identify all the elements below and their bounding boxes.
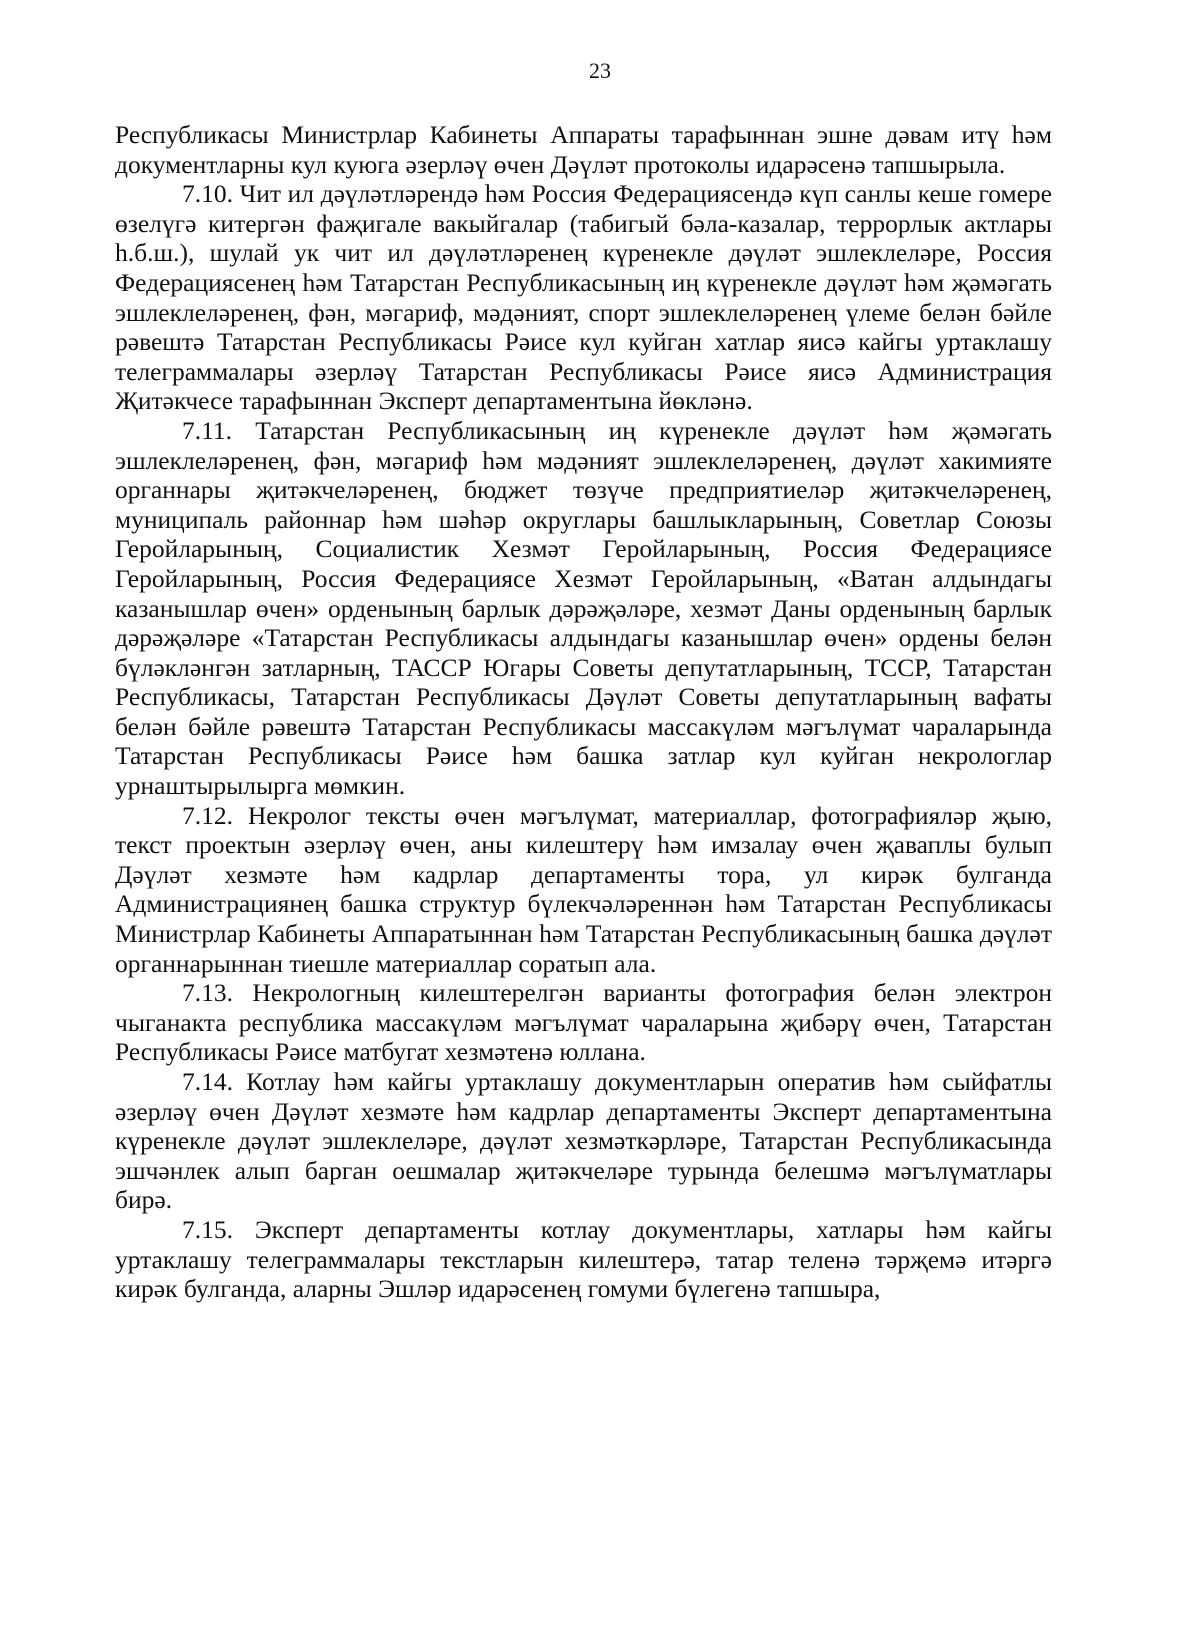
paragraph-continuation: Республикасы Министрлар Кабинеты Аппараты тарафыннан эшне дәвам итү һәм документларны кул куюга әзерләү өчен Дәүләт протоколы идарәсенә тапшырыла. xyxy=(115,120,1052,179)
paragraph-7-15: 7.15. Эксперт департаменты котлау документлары, хатлары һәм кайгы уртаклашу телеграммалары текстларын килештерә, татар теленә тәрҗемә итәргә кирәк булганда, аларны Эшләр идарәсенең гомуми бүлегенә тапшыра, xyxy=(115,1214,1052,1304)
paragraph-7-14: 7.14. Котлау һәм кайгы уртаклашу документларын оператив һәм сыйфатлы әзерләү өчен Дәүләт хезмәте һәм кадрлар департаменты Эксперт департаментына күренекле дәүләт эшлеклеләре, дәүләт хезмәткәрләре, Татарстан Республикасында эшчәнлек алып барган оешмалар җитәкчеләре турында белешмә мәгълүматлары бирә. xyxy=(115,1067,1052,1215)
paragraph-7-13: 7.13. Некрологның килештерелгән варианты фотография белән электрон чыганакта республика массакүләм мәгълүмат чараларына җибәрү өчен, Татарстан Республикасы Рәисе матбугат хезмәтенә юллана. xyxy=(115,978,1052,1067)
paragraph-7-10: 7.10. Чит ил дәүләтләрендә һәм Россия Федерациясендә күп санлы кеше гомере өзелүгә китергән фаҗигале вакыйгалар (табигый бәла-казалар, террорлык актлары һ.б.ш.), шулай ук чит ил дәүләтләренең күренекле дәүләт эшлеклеләре, Россия Федерациясенең һәм Татарстан Республикасының иң күренекле дәүләт һәм җәмәгать эшлеклеләренең, фән, мәгариф, мәдәният, спорт эшлеклеләренең үлеме белән бәйле рәвештә Татарстан Республикасы Рәисе кул куйган хатлар яисә кайгы уртаклашу телеграммалары әзерләү Татарстан Республикасы Рәисе яисә Администрация Җитәкчесе тарафыннан Эксперт департаментына йөкләнә. xyxy=(115,179,1052,416)
paragraph-7-11: 7.11. Татарстан Республикасының иң күренекле дәүләт һәм җәмәгать эшлеклеләренең, фән, мәгариф һәм мәдәният эшлеклеләренең, дәүләт хакимияте органнары җитәкчеләренең, бюджет төзүче предприятиеләр җитәкчеләренең, муниципаль районнар һәм шәһәр округлары башлыкларының, Советлар Союзы Геройларының, Социалистик Хезмәт Геройларының, Россия Федерациясе Геройларының, Россия Федерациясе Хезмәт Геройларының, «Ватан алдындагы казанышлар өчен» орденының барлык дәрәҗәләре, хезмәт Даны орденының барлык дәрәҗәләре «Татарстан Республикасы алдындагы казанышлар өчен» ордены белән бүләкләнгән затларның, ТАССР Югары Советы депутатларының, ТССР, Татарстан Республикасы, Татарстан Республикасы Дәүләт Советы депутатларының вафаты белән бәйле рәвештә Татарстан Республикасы массакүләм мәгълүмат чараларында Татарстан Республикасы Рәисе һәм башка затлар кул куйган некрологлар урнаштырылырга мөмкин. xyxy=(115,415,1052,801)
document-body xyxy=(115,120,1052,1304)
paragraph-7-12: 7.12. Некролог тексты өчен мәгълүмат, материаллар, фотографияләр җыю, текст проектын әзерләү өчен, аны килештерү һәм имзалау өчен җаваплы булып Дәүләт хезмәте һәм кадрлар департаменты тора, ул кирәк булганда Администрациянең башка структур бүлекчәләреннән һәм Татарстан Республикасы Министрлар Кабинеты Аппаратыннан һәм Татарстан Республикасының башка дәүләт органнарыннан тиешле материаллар соратып ала. xyxy=(115,800,1052,978)
page-number: 23 xyxy=(589,58,611,83)
